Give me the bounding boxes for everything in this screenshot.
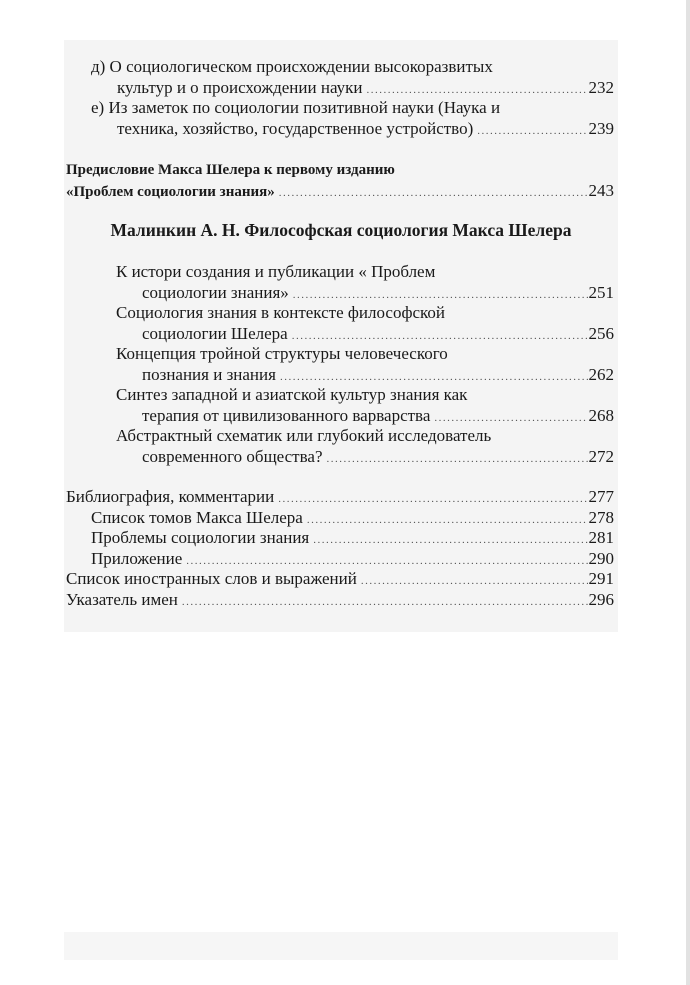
toc-entry-bibliography-3[interactable] — [91, 549, 614, 570]
toc-entry-d-page: 232 — [588, 77, 614, 97]
dot-leader — [182, 592, 588, 613]
toc-entry-label: Библиография, комментарии — [66, 487, 275, 506]
toc-entry-line1: К истори создания и публикации « Проблем — [116, 262, 436, 281]
toc-entry-bibliography-2[interactable] — [91, 528, 614, 549]
dot-leader — [279, 183, 588, 204]
dot-leader — [280, 367, 588, 388]
toc-entry-page: 272 — [588, 446, 614, 466]
toc-entry-label: Список томов Макса Шелера — [91, 507, 303, 527]
toc-entry-label: Приложение — [91, 548, 183, 568]
toc-entry-line2: познания и знания — [142, 364, 276, 384]
toc-entry-line1: Социология знания в контексте философской — [116, 303, 446, 322]
toc-entry-label: Указатель имен — [66, 589, 178, 609]
toc-entry-page: 278 — [588, 507, 614, 527]
toc-entry-preface[interactable] — [66, 160, 614, 201]
toc-entry-bibliography-1[interactable] — [91, 508, 614, 529]
dot-leader — [307, 510, 588, 531]
toc-entry-page: 290 — [588, 548, 614, 568]
dot-leader — [292, 326, 588, 347]
dot-leader — [434, 408, 587, 429]
toc-entry-e-line1: е) Из заметок по социологии позитивной науки (Наука и — [91, 98, 501, 117]
dot-leader — [366, 80, 587, 101]
toc-entry-page: 296 — [588, 589, 614, 609]
toc-entry-preface-line2: «Проблем социологии знания» — [66, 183, 275, 200]
section-heading-malinkin[interactable]: Малинкин А. Н. Философская социология Макса Шелера — [110, 220, 572, 240]
toc-entry-bibliography[interactable] — [66, 487, 614, 508]
toc-entry-malinkin-5[interactable] — [116, 426, 614, 467]
toc-entry-e-page: 239 — [588, 118, 614, 138]
toc-entry-line2: современного общества? — [142, 446, 323, 466]
toc-entry-line2: социологии знания» — [142, 282, 289, 302]
toc-entry-foreign-words[interactable] — [66, 569, 614, 590]
toc-entry-page: 262 — [588, 364, 614, 384]
toc-entry-page: 277 — [588, 487, 614, 506]
toc-entry-page: 251 — [588, 282, 614, 302]
dot-leader — [186, 551, 587, 572]
toc-entry-d[interactable] — [91, 57, 614, 98]
toc-entry-d-line2: культур и о происхождении науки — [117, 77, 363, 97]
toc-entry-preface-line1: Предисловие Макса Шелера к первому изданию — [66, 162, 395, 178]
toc-entry-d-line1: д) О социологическом происхождении высокоразвитых — [91, 57, 493, 76]
toc-entry-page: 256 — [588, 323, 614, 343]
toc-entry-line1: Абстрактный схематик или глубокий исследователь — [116, 426, 492, 445]
dot-leader — [278, 489, 587, 510]
toc-entry-label: Список иностранных слов и выражений — [66, 569, 357, 588]
toc-entry-line1: Концепция тройной структуры человеческого — [116, 344, 448, 363]
toc-entry-line2: социологии Шелера — [142, 323, 288, 343]
toc-entry-e[interactable] — [91, 98, 614, 139]
toc-entry-malinkin-1[interactable] — [116, 262, 614, 303]
dot-leader — [361, 571, 588, 592]
dot-leader — [477, 121, 587, 142]
toc-entry-label: Проблемы социологии знания — [91, 528, 310, 547]
toc-entry-e-line2: техника, хозяйство, государственное устройство) — [117, 118, 474, 138]
toc-entry-malinkin-4[interactable] — [116, 385, 614, 426]
toc-entry-line2: терапия от цивилизованного варварства — [142, 405, 431, 425]
toc-entry-preface-page: 243 — [588, 180, 614, 200]
toc-entry-page: 291 — [588, 569, 614, 588]
toc-entry-line1: Синтез западной и азиатской культур знания как — [116, 385, 468, 404]
toc-entry-page: 268 — [588, 405, 614, 425]
toc-entry-name-index[interactable] — [66, 590, 614, 611]
toc-entry-malinkin-2[interactable] — [116, 303, 614, 344]
dot-leader — [293, 285, 588, 306]
toc-entry-page: 281 — [588, 528, 614, 547]
dot-leader — [313, 530, 587, 551]
toc-entry-malinkin-3[interactable] — [116, 344, 614, 385]
dot-leader — [327, 449, 588, 470]
